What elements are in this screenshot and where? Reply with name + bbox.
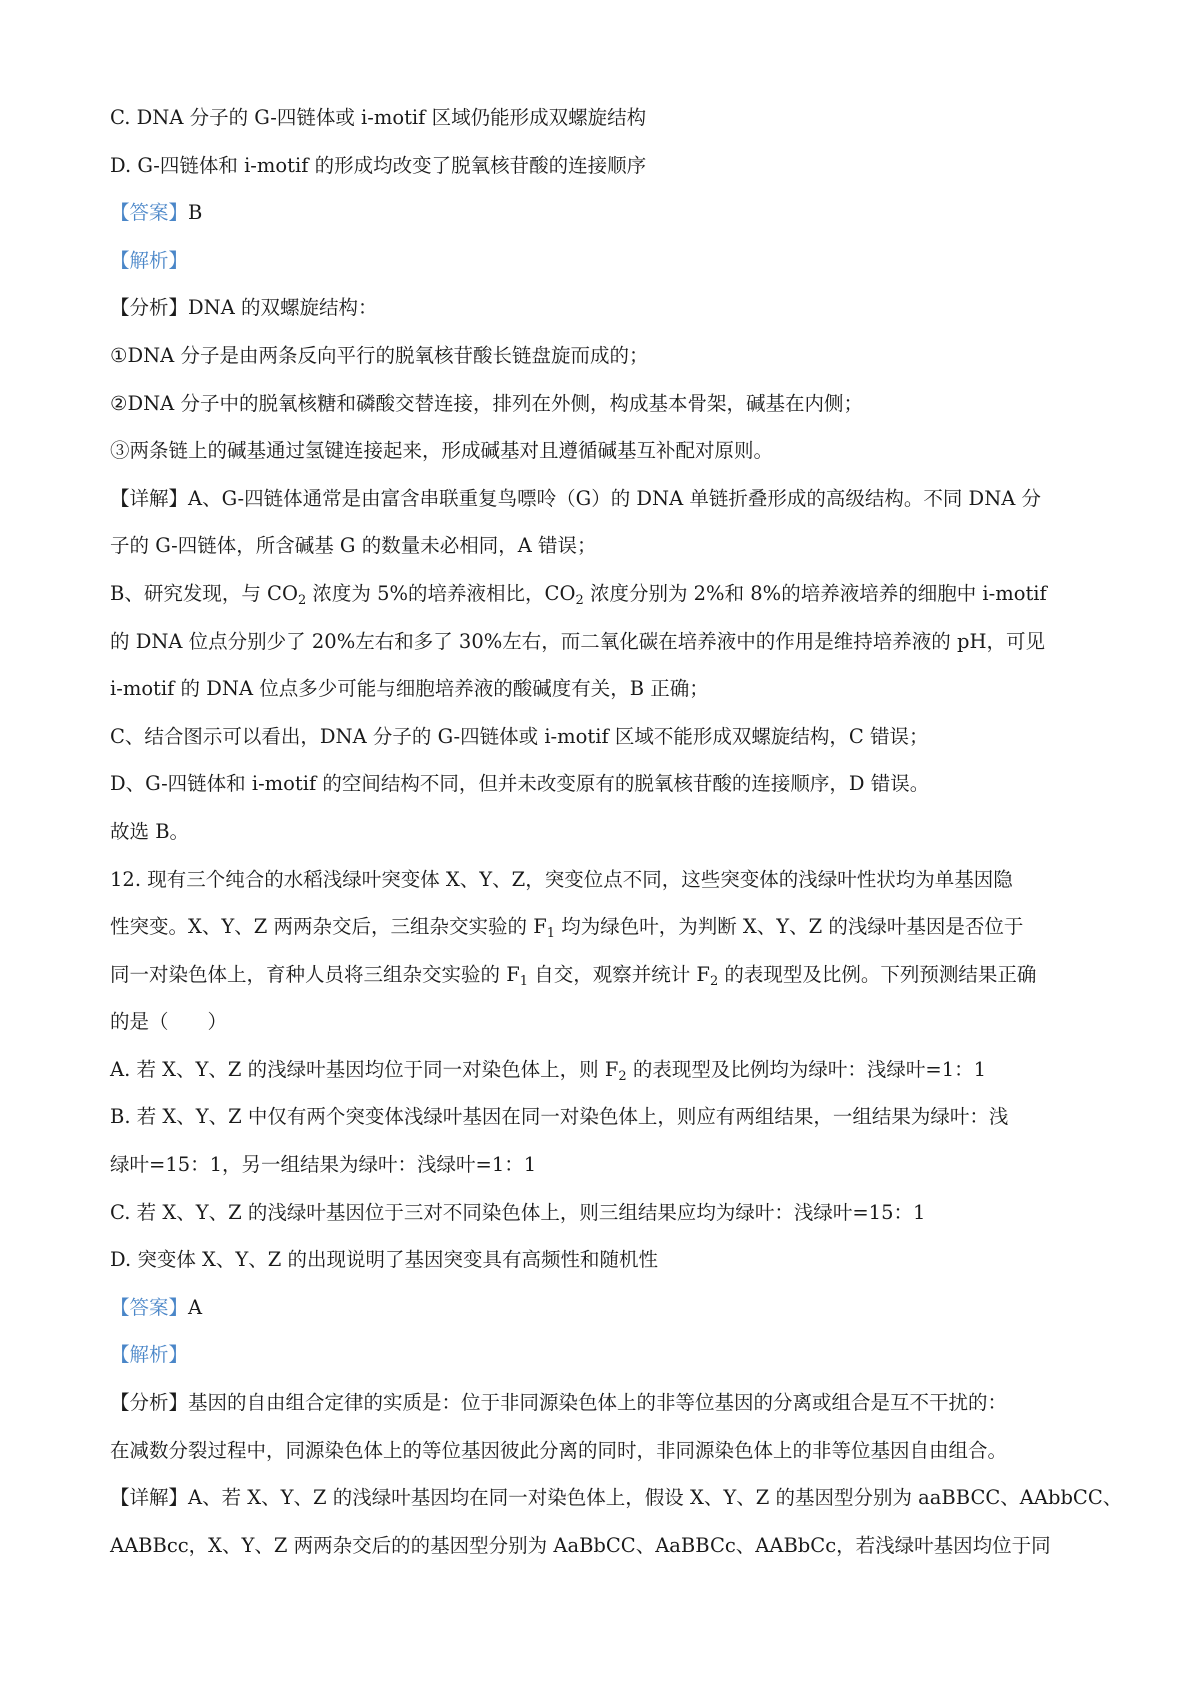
text-line [110,1236,1100,1284]
line-text: C. DNA 分子的 G-四链体或 i-motif 区域仍能形成双螺旋结构 [110,106,647,129]
line-text: 【详解】A、若 X、Y、Z 的浅绿叶基因均在同一对染色体上，假设 X、Y、Z 的基因型分别为 aaBBCC、AAbbCC、 [110,1486,1123,1510]
text-line [110,142,1100,190]
text-line [110,1284,1100,1332]
text-line [110,1093,1100,1141]
line-text: 【详解】A、G-四链体通常是由富含串联重复鸟嘌呤（G）的 DNA 单链折叠形成的高级结构。不同 DNA 分 [110,486,1042,510]
text-line [110,522,1100,570]
text-line [110,713,1100,761]
text-line [110,284,1100,332]
line-text: A. 若 X、Y、Z 的浅绿叶基因均位于同一对染色体上，则 $F_2$ 的表现型及比例均为绿叶：浅绿叶=1：1 [110,1057,987,1084]
text-line [110,1522,1100,1570]
line-text: ②DNA 分子中的脱氧核糖和磷酸交替连接，排列在外侧，构成基本骨架，碱基在内侧； [110,391,863,415]
line-text: 故选 B。 [110,819,190,843]
text-line [110,475,1100,523]
line-text: 12. 现有三个纯合的水稻浅绿叶突变体 X、Y、Z，突变位点不同，这些突变体的浅绿叶性状均为单基因隐 [110,867,1013,891]
text-line [110,1046,1100,1094]
text-line [110,380,1100,428]
line-text: 的是（ ） [110,1010,228,1034]
line-text: 同一对染色体上，育种人员将三组杂交实验的 $F_1$ 自交，观察并统计 $F_2$ 的表现型及比例。下列预测结果正确 [110,962,1037,989]
text-line [110,427,1100,475]
section-tag: 【答案】 [110,1295,189,1319]
line-text: 绿叶=15：1，另一组结果为绿叶：浅绿叶=1：1 [110,1153,537,1177]
line-text: 【分析】基因的自由组合定律的实质是：位于非同源染色体上的非等位基因的分离或组合是互不干扰的： [110,1391,1008,1415]
section-tag: 【解析】 [110,248,189,272]
text-line [110,189,1100,237]
line-text: 子的 G-四链体，所含碱基 G 的数量未必相同，A 错误； [110,534,597,558]
line-text: A [188,1295,203,1319]
text-line [110,570,1100,618]
text-line [110,951,1100,999]
line-text: B. 若 X、Y、Z 中仅有两个突变体浅绿叶基因在同一对染色体上，则应有两组结果，一组结果为绿叶：浅 [110,1105,1009,1129]
line-text: D、G-四链体和 i-motif 的空间结构不同，但并未改变原有的脱氧核苷酸的连接顺序，D 错误。 [110,772,930,796]
line-text: C、结合图示可以看出，DNA 分子的 G-四链体或 i-motif 区域不能形成双螺旋结构，C 错误； [110,724,929,748]
line-text: 性突变。X、Y、Z 两两杂交后，三组杂交实验的 $F_1$ 均为绿色叶，为判断 X、Y、Z 的浅绿叶基因是否位于 [110,915,1024,942]
line-text: i-motif 的 DNA 位点多少可能与细胞培养液的酸碱度有关，B 正确； [110,677,709,701]
text-line [110,1189,1100,1237]
line-text: AABBcc，X、Y、Z 两两杂交后的的基因型分别为 AaBbCC、AaBBCc、AABbCc，若浅绿叶基因均位于同 [110,1533,1051,1557]
text-line [110,1331,1100,1379]
line-text: 在减数分裂过程中，同源染色体上的等位基因彼此分离的同时，非同源染色体上的非等位基因自由组合。 [110,1438,1008,1462]
line-text: B、研究发现，与 $CO_2$ 浓度为 5%的培养液相比，$CO_2$ 浓度分别为 2%和 8%的培养液培养的细胞中 i-motif [110,581,1047,608]
line-text: ③两条链上的碱基通过氢键连接起来，形成碱基对且遵循碱基互补配对原则。 [110,439,774,463]
line-text: D. 突变体 X、Y、Z 的出现说明了基因突变具有高频性和随机性 [110,1248,659,1272]
text-line [110,760,1100,808]
text-line [110,856,1100,904]
line-text: B [188,201,203,225]
text-line [110,903,1100,951]
text-line [110,1379,1100,1427]
line-text: 的 DNA 位点分别少了 20%左右和多了 30%左右，而二氧化碳在培养液中的作用是维持培养液的 pH，可见 [110,629,1045,653]
text-line [110,94,1100,142]
text-line [110,665,1100,713]
text-line [110,1427,1100,1475]
line-text: ①DNA 分子是由两条反向平行的脱氧核苷酸长链盘旋而成的； [110,343,649,367]
document-page [110,94,1123,1569]
text-line [110,237,1100,285]
text-line [110,998,1100,1046]
text-line [110,808,1100,856]
line-text: D. G-四链体和 i-motif 的形成均改变了脱氧核苷酸的连接顺序 [110,153,647,177]
line-text: 【分析】DNA 的双螺旋结构： [110,296,378,320]
text-line [110,1474,1123,1522]
text-line [110,1141,1100,1189]
section-tag: 【解析】 [110,1343,189,1367]
section-tag: 【答案】 [110,201,189,225]
line-text: C. 若 X、Y、Z 的浅绿叶基因位于三对不同染色体上，则三组结果应均为绿叶：浅绿叶=15：1 [110,1200,926,1224]
text-line [110,618,1100,666]
text-line [110,332,1100,380]
